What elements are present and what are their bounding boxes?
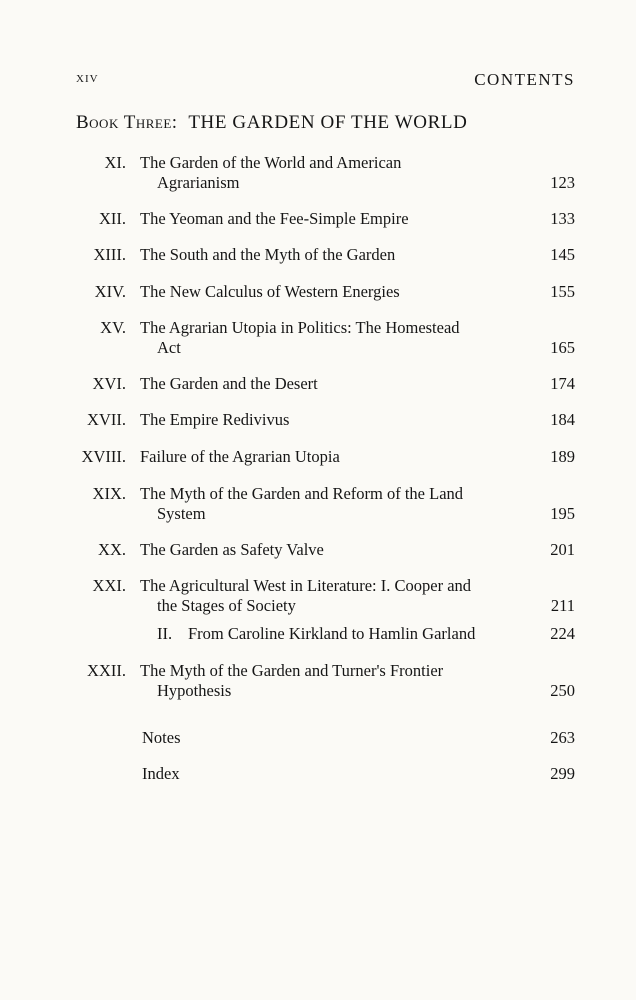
chapter-title-line1: The Garden as Safety Valve [140, 540, 324, 559]
chapter-title [140, 576, 545, 616]
chapter-title-line1: The Empire Redivivus [140, 410, 290, 429]
chapter-title-line1: The Garden and the Desert [140, 374, 318, 393]
chapter-title [140, 209, 545, 229]
chapter-title-line1: Failure of the Agrarian Utopia [140, 447, 340, 466]
chapter-title [140, 282, 545, 302]
chapter-number: XXI. [92, 576, 126, 595]
page-ref: 184 [550, 410, 575, 429]
chapter-title-line1: The South and the Myth of the Garden [140, 245, 396, 264]
chapter-number: XVIII. [81, 447, 126, 466]
chapter-number: XII. [98, 209, 126, 228]
chapter-title [140, 447, 545, 467]
back-matter-label: Index [142, 764, 180, 783]
page-ref: 195 [550, 504, 575, 523]
running-head: CONTENTS [474, 70, 575, 89]
page-ref: 123 [550, 173, 575, 192]
chapter-title [140, 245, 545, 265]
chapter-title-line1: The Yeoman and the Fee-Simple Empire [140, 209, 409, 228]
page-ref: 211 [550, 596, 575, 615]
chapter-title-line2: the Stages of Society [157, 596, 296, 615]
page-ref: 201 [550, 540, 575, 559]
page-ref: 174 [550, 374, 575, 393]
page-ref: 155 [550, 282, 575, 301]
chapter-title [140, 374, 545, 394]
chapter-number: XVII. [87, 410, 126, 429]
back-matter-label: Notes [142, 728, 181, 747]
chapter-title [140, 153, 545, 193]
page-ref: 145 [550, 245, 575, 264]
chapter-title [140, 318, 545, 358]
chapter-title-line1: The Myth of the Garden and Reform of the Land [140, 484, 464, 503]
chapter-title [140, 484, 545, 524]
chapter-number: XIII. [93, 245, 126, 264]
chapter-number: XX. [98, 540, 126, 559]
page-ref: 165 [550, 338, 575, 357]
chapter-number: XV. [100, 318, 126, 337]
chapter-number: XI. [104, 153, 126, 172]
page-ref: 250 [550, 681, 575, 700]
chapter-number: XVI. [92, 374, 126, 393]
page-number: xiv [76, 70, 99, 86]
chapter-title-line2: System [157, 504, 206, 523]
book-label: Book Three: [76, 112, 178, 133]
chapter-title-line1: The Myth of the Garden and Turner's Frontier [140, 661, 444, 680]
chapter-number: II. [157, 624, 173, 643]
chapter-title [140, 410, 545, 430]
page-ref: 189 [550, 447, 575, 466]
chapter-number: XIV. [94, 282, 126, 301]
page-ref: 299 [550, 764, 575, 783]
book-title: THE GARDEN OF THE WORLD [188, 112, 468, 133]
chapter-title-line2: Agrarianism [157, 173, 240, 192]
chapter-title-line1: From Caroline Kirkland to Hamlin Garland [188, 624, 476, 643]
chapter-title-line2: Hypothesis [157, 681, 232, 700]
chapter-title [140, 661, 545, 701]
chapter-title-line1: The Agrarian Utopia in Politics: The Homestead [140, 318, 460, 337]
chapter-title [140, 540, 545, 560]
page-ref: 263 [550, 728, 575, 747]
page-ref: 224 [550, 624, 575, 643]
chapter-number: XIX. [92, 484, 126, 503]
chapter-title-line2: Act [157, 338, 181, 357]
page-ref: 133 [550, 209, 575, 228]
chapter-number: XXII. [87, 661, 126, 680]
chapter-title-line1: The Garden of the World and American [140, 153, 402, 172]
chapter-title-line1: The New Calculus of Western Energies [140, 282, 400, 301]
book-heading [76, 112, 467, 134]
chapter-title [188, 624, 593, 644]
chapter-title-line1: The Agricultural West in Literature: I. Cooper and [140, 576, 472, 595]
